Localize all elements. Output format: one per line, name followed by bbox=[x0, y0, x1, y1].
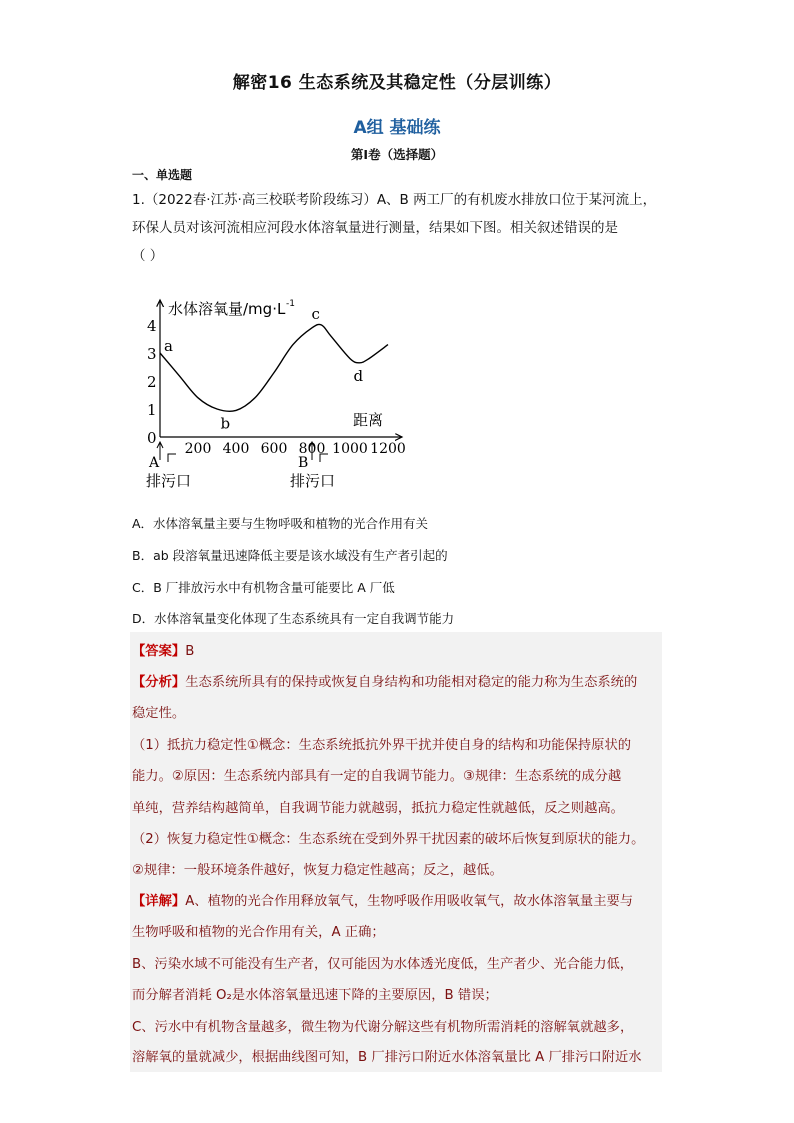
resilience-line-1: （2）恢复力稳定性①概念：生态系统在受到外界干扰因素的破坏后恢复到原状的能力。 bbox=[132, 832, 645, 847]
question-stem-line-1: 1.（2022春·江苏·高三校联考阶段练习）A、B 两工厂的有机废水排放口位于某河流上， bbox=[132, 192, 657, 208]
analysis-text-1: 生态系统所具有的保持或恢复自身结构和功能相对稳定的能力称为生态系统的 bbox=[185, 675, 638, 690]
detail-line-2: 生物呼吸和植物的光合作用有关，A 正确； bbox=[132, 925, 385, 940]
detail-line-3: B、污染水域不可能没有生产者，仅可能因为水体透光度低，生产者少、光合能力低， bbox=[132, 957, 634, 972]
question-stem-line-3: （ ） bbox=[132, 248, 164, 264]
point-label-c: c bbox=[311, 305, 320, 323]
question-stem-line-2: 环保人员对该河流相应河段水体溶氧量进行测量，结果如下图。相关叙述错误的是 bbox=[132, 220, 618, 236]
detail-line-5: C、污水中有机物含量越多，微生物为代谢分解这些有机物所需消耗的溶解氧就越多， bbox=[132, 1020, 634, 1035]
x-tick-label: 800 bbox=[298, 441, 326, 457]
detail-line-6: 溶解氧的量就减少，根据曲线图可知，B 厂排污口附近水体溶氧量比 A 厂排污口附近水 bbox=[132, 1050, 642, 1065]
analysis-line-2: 稳定性。 bbox=[132, 706, 186, 721]
answer-panel bbox=[130, 632, 662, 1072]
detail-text-1: A、植物的光合作用释放氧气，生物呼吸作用吸收氧气，故水体溶氧量主要与 bbox=[185, 894, 634, 909]
detail-line-4: 而分解者消耗 O₂是水体溶氧量迅速下降的主要原因，B 错误； bbox=[132, 988, 498, 1003]
x-tick-label: 600 bbox=[260, 441, 288, 457]
outlet-a-label: 排污口 bbox=[146, 472, 192, 490]
analysis-line-1 bbox=[132, 671, 637, 690]
section-heading: 一、单选题 bbox=[132, 168, 193, 182]
y-tick-label: 1 bbox=[147, 401, 157, 419]
point-label-a: a bbox=[164, 337, 173, 355]
resistance-line-3: 单纯，营养结构越简单，自我调节能力就越弱，抵抗力稳定性就越低，反之则越高。 bbox=[132, 801, 624, 816]
resistance-line-2: 能力。②原因：生态系统内部具有一定的自我调节能力。③规律：生态系统的成分越 bbox=[132, 769, 622, 784]
outlet-b-label: 排污口 bbox=[290, 472, 336, 490]
x-tick-label: 1200 bbox=[370, 441, 406, 457]
y-axis-unit-sup: -1 bbox=[286, 299, 295, 309]
option-c: C．B 厂排放污水中有机物含量可能要比 A 厂低 bbox=[132, 580, 395, 595]
y-axis-label: 水体溶氧量/mg·L bbox=[168, 300, 286, 318]
option-d: D．水体溶氧量变化体现了生态系统具有一定自我调节能力 bbox=[132, 611, 455, 626]
detail-tag: 【详解】 bbox=[132, 894, 186, 909]
point-label-d: d bbox=[353, 366, 364, 385]
answer-line bbox=[132, 640, 194, 659]
outlet-a-letter: A bbox=[149, 455, 160, 471]
x-tick-label: 200 bbox=[184, 441, 212, 457]
y-tick-label: 0 bbox=[147, 429, 157, 447]
resilience-line-2: ②规律：一般环境条件越好，恢复力稳定性越高；反之，越低。 bbox=[132, 863, 503, 878]
group-heading: A组 基础练 bbox=[353, 118, 441, 138]
point-label-b: b bbox=[220, 414, 231, 433]
answer-value: B bbox=[185, 644, 195, 659]
outlet-b-letter: B bbox=[298, 455, 309, 471]
page-title: 解密16 生态系统及其稳定性（分层训练） bbox=[232, 73, 562, 93]
volume-heading: 第Ⅰ卷（选择题） bbox=[350, 147, 444, 162]
y-tick-label: 3 bbox=[147, 345, 157, 363]
detail-line-1 bbox=[132, 890, 633, 909]
analysis-tag: 【分析】 bbox=[132, 675, 186, 690]
resistance-line-1: （1）抵抗力稳定性①概念：生态系统抵抗外界干扰并使自身的结构和功能保持原状的 bbox=[132, 738, 632, 753]
x-axis-label: 距离 bbox=[353, 411, 384, 429]
y-tick-label: 2 bbox=[147, 373, 157, 391]
oxygen-chart bbox=[140, 292, 420, 492]
option-a: A．水体溶氧量主要与生物呼吸和植物的光合作用有关 bbox=[132, 516, 429, 531]
option-b: B．ab 段溶氧量迅速降低主要是该水域没有生产者引起的 bbox=[132, 548, 448, 563]
x-tick-label: 1000 bbox=[332, 441, 368, 457]
y-tick-label: 4 bbox=[147, 317, 157, 335]
x-tick-label: 400 bbox=[222, 441, 250, 457]
answer-tag: 【答案】 bbox=[132, 644, 186, 659]
